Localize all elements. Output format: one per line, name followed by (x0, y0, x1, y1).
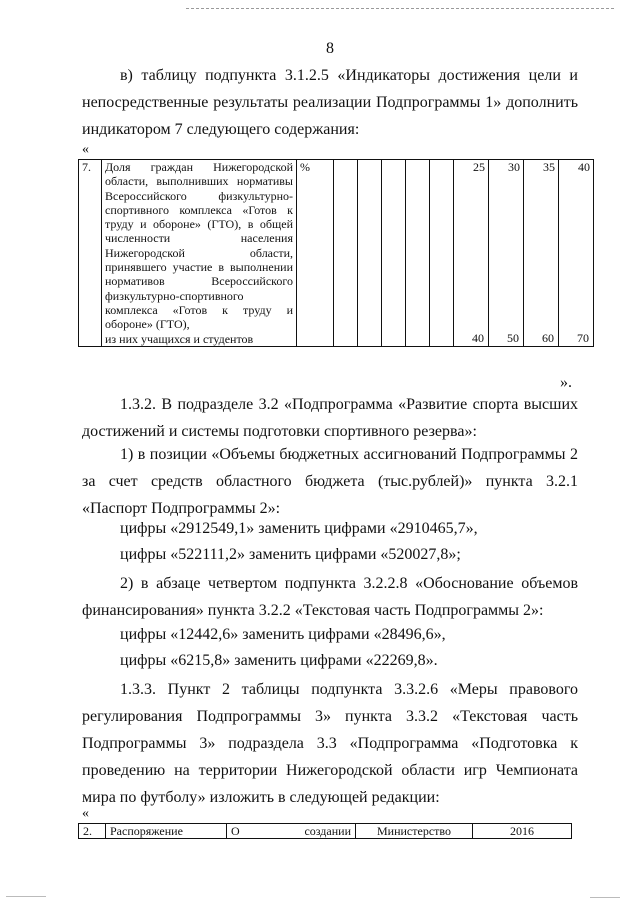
indicator-number: 7. (79, 160, 102, 347)
digits-line-1: цифры «2912549,1» заменить цифрами «2910465,7», (120, 520, 478, 537)
value-bottom: 50 (507, 330, 519, 345)
paragraph-1-3-2: 1.3.2. В подразделе 3.2 «Подпрограмма «Развитие спорта высших достижений и системы подготовки спортивного резерва»: (82, 396, 578, 440)
digits-line-2: цифры «522111,2» заменить цифрами «520027,8»; (120, 546, 461, 563)
value-top: 30 (508, 160, 520, 174)
scan-top-rule (186, 8, 614, 9)
paragraph-v: в) таблицу подпункта 3.1.2.5 «Индикаторы достижения цели и непосредственные результаты реализации Подпрограммы 1» дополнить индикатором 7 следующего содержания: (82, 67, 578, 138)
indicator-table (78, 159, 594, 347)
empty-cell (382, 160, 406, 347)
value-cell (489, 160, 524, 347)
measure-doc-type: Распоряжение (106, 824, 227, 839)
value-top: 25 (473, 160, 485, 174)
paragraph-1-3-3: 1.3.3. Пункт 2 таблицы подпункта 3.3.2.6 «Меры правового регулирования Подпрограммы 3» пункта 3.3.2 «Текстовая часть Подпрограммы 3» подраздела 3.3 «Подпрограмма «Подготовка к проведению на территории Нижегородской области игр Чемпионата мира по футболу» изложить в следующей редакции: (82, 681, 578, 806)
empty-cell (358, 160, 382, 347)
indicator-name: Доля граждан Нижегородской области, выполнивших нормативы Всероссийского физкультурно-спортивного комплекса «Готов к труду и обороне» (ГТО), в общей численности населения Нижегородской области, принявшего участие в выполнении нормативов Всероссийского физкультурно-спортивного комплекса «Готов к труду и обороне» (ГТО), (105, 160, 293, 332)
value-bottom: 70 (577, 330, 589, 345)
table-row (79, 160, 594, 347)
measure-about-rest: создании (304, 824, 351, 838)
scan-artifact (590, 897, 620, 898)
value-cell (559, 160, 594, 347)
paragraph-1-3-2-item-2: 2) в абзаце четвертом подпункта 3.2.2.8 «Обоснование объемов финансирования» пункта 3.2.2 «Текстовая часть Подпрограммы 2»: (82, 575, 578, 619)
measures-table (78, 823, 572, 839)
value-cell (524, 160, 559, 347)
paragraph-1-3-2-item-1: 1) в позиции «Объемы бюджетных ассигнований Подпрограммы 2 за счет средств областного бюджета (тыс.рублей)» пункта 3.2.1 «Паспорт Подпрограммы 2»: (82, 446, 578, 517)
table-row (79, 824, 572, 839)
value-bottom: 40 (472, 330, 484, 345)
indicator-name-last: из них учащихся и студентов (105, 331, 254, 346)
page-number: 8 (326, 40, 334, 57)
indicator-unit: % (297, 160, 334, 347)
digits-line-3: цифры «12442,6» заменить цифрами «28496,6», (120, 626, 446, 643)
measure-year: 2016 (473, 824, 572, 839)
indicator-name-cell (102, 160, 297, 347)
empty-cell (406, 160, 430, 347)
value-bottom: 60 (542, 330, 554, 345)
measure-about-cell (227, 824, 356, 839)
measure-number: 2. (79, 824, 106, 839)
value-top: 35 (543, 160, 555, 174)
scan-artifact (6, 896, 46, 897)
empty-cell (334, 160, 358, 347)
quote-close: ». (560, 374, 572, 391)
empty-cell (430, 160, 454, 347)
value-top: 40 (578, 160, 590, 174)
measure-executor: Министерство (356, 824, 473, 839)
digits-line-4: цифры «6215,8» заменить цифрами «22269,8». (120, 652, 438, 669)
measure-about: О (231, 824, 240, 838)
value-cell (454, 160, 489, 347)
quote-open-2: « (82, 806, 89, 821)
quote-open: « (82, 142, 89, 157)
